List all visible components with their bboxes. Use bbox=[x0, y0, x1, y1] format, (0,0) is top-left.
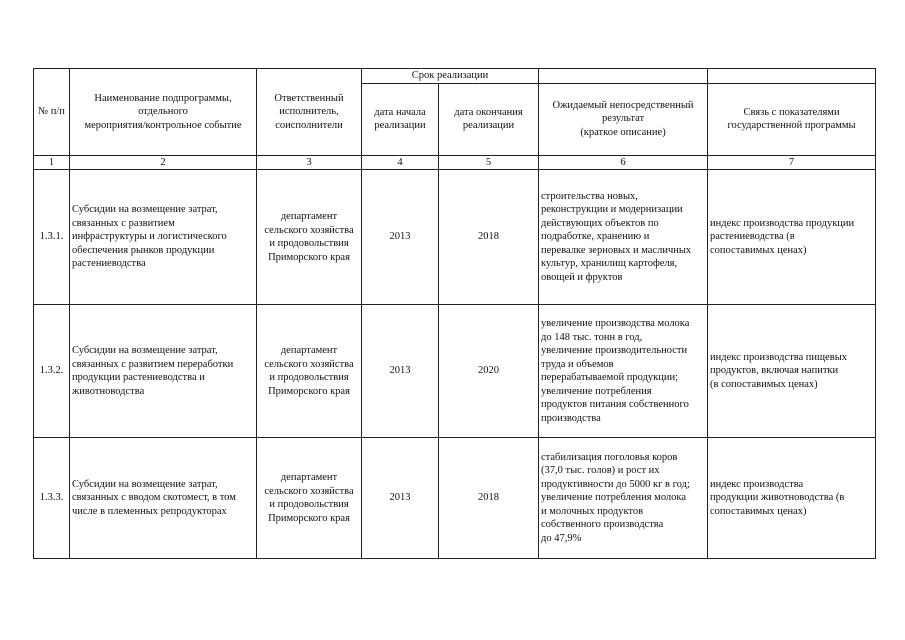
row-result: стабилизация поголовья коров (37,0 тыс. голов) и рост их продуктивности до 5000 кг в год; увеличение потребления молока и молочных продуктов собственного производства до 47,9% bbox=[539, 438, 708, 559]
table-row bbox=[34, 170, 876, 305]
header-result: Ожидаемый непосредственный результат (краткое описание) bbox=[539, 83, 708, 155]
row-name: Субсидии на возмещение затрат, связанных с развитием переработки продукции растениеводства и животноводства bbox=[70, 305, 257, 438]
colnum: 2 bbox=[70, 155, 257, 170]
row-link: индекс производства продукции животноводства (в сопоставимых ценах) bbox=[708, 438, 876, 559]
header-link: Связь с показателями государственной программы bbox=[708, 83, 876, 155]
row-name: Субсидии на возмещение затрат, связанных с вводом скотомест, в том числе в племенных репродукторах bbox=[70, 438, 257, 559]
row-link: индекс производства продукции растениеводства (в сопоставимых ценах) bbox=[708, 170, 876, 305]
row-start: 2013 bbox=[362, 305, 439, 438]
colnum: 7 bbox=[708, 155, 876, 170]
row-end: 2020 bbox=[439, 305, 539, 438]
colnum: 3 bbox=[257, 155, 362, 170]
colnum: 6 bbox=[539, 155, 708, 170]
colnum: 1 bbox=[34, 155, 70, 170]
row-name: Субсидии на возмещение затрат, связанных с развитием инфраструктуры и логистического обеспечения рынков продукции растениеводства bbox=[70, 170, 257, 305]
header-executor: Ответственный исполнитель, соисполнители bbox=[257, 69, 362, 156]
row-executor: департамент сельского хозяйства и продовольствия Приморского края bbox=[257, 305, 362, 438]
row-end: 2018 bbox=[439, 170, 539, 305]
header-num: № п/п bbox=[34, 69, 70, 156]
row-end: 2018 bbox=[439, 438, 539, 559]
header-end: дата окончания реализации bbox=[439, 83, 539, 155]
row-result: увеличение производства молока до 148 тыс. тонн в год, увеличение производительности труда и объемов перерабатываемой продукции; увеличение потребления продуктов питания собственного производства bbox=[539, 305, 708, 438]
row-start: 2013 bbox=[362, 170, 439, 305]
header-result-top bbox=[539, 69, 708, 84]
header-name: Наименование подпрограммы, отдельного мероприятия/контрольное событие bbox=[70, 69, 257, 156]
measures-table bbox=[33, 68, 876, 559]
row-start: 2013 bbox=[362, 438, 439, 559]
row-num: 1.3.2. bbox=[34, 305, 70, 438]
row-result: строительства новых, реконструкции и модернизации действующих объектов по подработке, хранению и перевалке зерновых и масличных культур, хранилищ картофеля, овощей и фруктов bbox=[539, 170, 708, 305]
colnum: 5 bbox=[439, 155, 539, 170]
header-period: Срок реализации bbox=[362, 69, 539, 84]
column-numbers-row bbox=[34, 155, 876, 170]
colnum: 4 bbox=[362, 155, 439, 170]
table-row bbox=[34, 305, 876, 438]
row-link: индекс производства пищевых продуктов, включая напитки (в сопоставимых ценах) bbox=[708, 305, 876, 438]
row-executor: департамент сельского хозяйства и продовольствия Приморского края bbox=[257, 170, 362, 305]
row-num: 1.3.1. bbox=[34, 170, 70, 305]
table-row bbox=[34, 438, 876, 559]
header-start: дата начала реализации bbox=[362, 83, 439, 155]
row-executor: департамент сельского хозяйства и продовольствия Приморского края bbox=[257, 438, 362, 559]
row-num: 1.3.3. bbox=[34, 438, 70, 559]
header-link-top bbox=[708, 69, 876, 84]
